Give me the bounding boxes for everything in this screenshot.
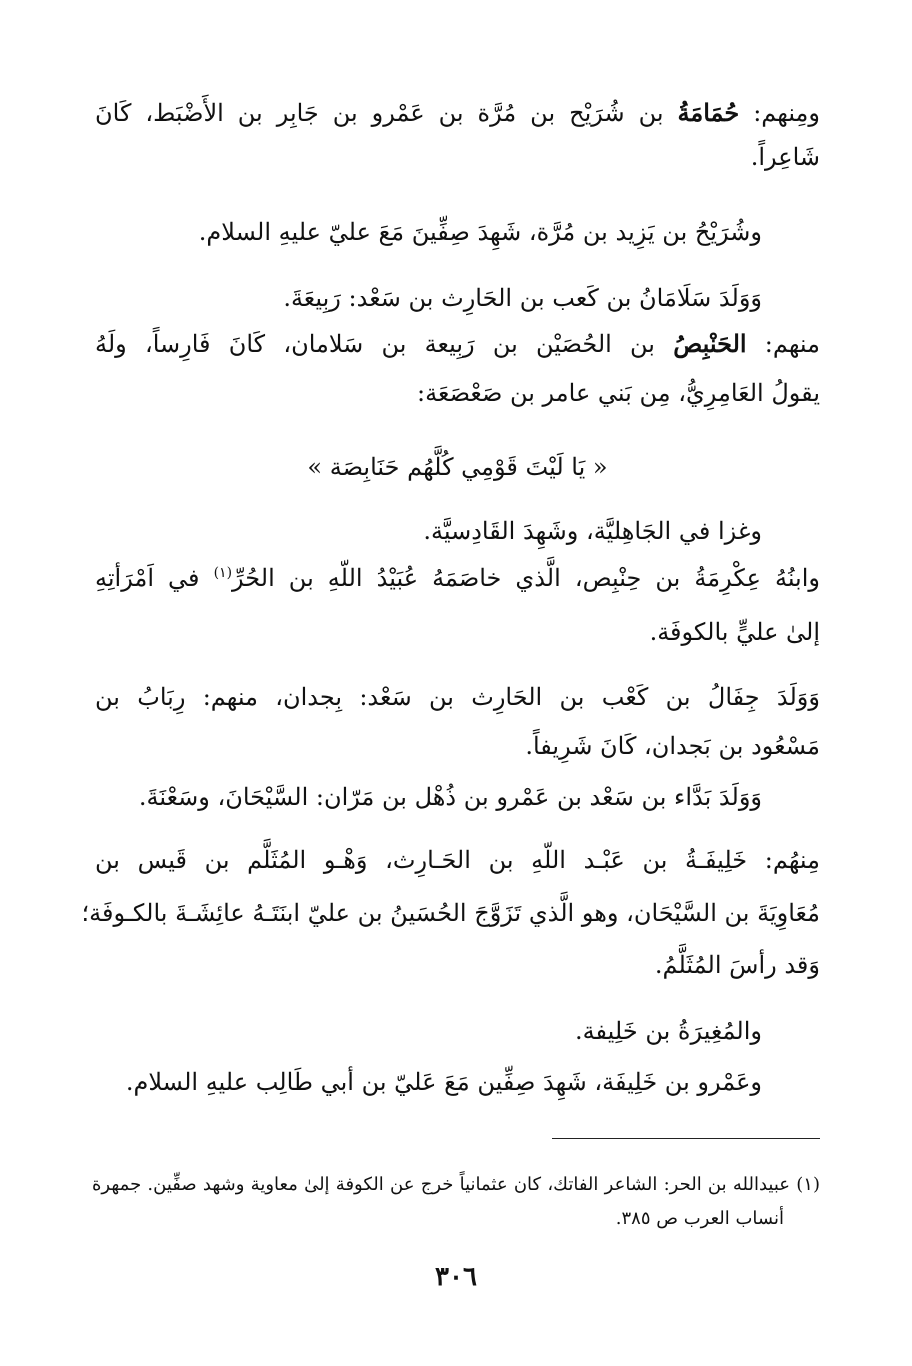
text-fragment: ومِنهم: <box>739 99 821 127</box>
text-line-2: شَاعِراً. <box>750 143 820 171</box>
text-line-5 <box>95 327 820 361</box>
text-line-6: يقولُ العَامِرِيُّ، مِن بَني عامر بن صَعْصَعَة: <box>417 379 820 407</box>
text-fragment: في اَمْرَأتِهِ <box>95 564 214 592</box>
text-fragment: وابنُهُ عِكْرِمَةُ بن حِنْبِص، الَّذي خاصَمَهُ عُبَيْدُ اللّهِ بن الحُرِّ <box>232 564 820 592</box>
text-line-15: مُعَاوِيَةَ بن السَّيْحَان، وهو الَّذي تَزَوَّجَ الحُسَينُ بن عليّ ابنَتَـهُ عائِشَـةَ بالكـوفَة؛ <box>81 899 820 927</box>
text-fragment: منهم: <box>746 330 820 358</box>
text-line-4: وَوَلَدَ سَلَامَانُ بن كَعب بن الحَارِث بن سَعْد: رَبِيعَةَ. <box>283 284 762 312</box>
text-line-12: مَسْعُود بن بَجدان، كَانَ شَرِيفاً. <box>525 732 820 760</box>
text-line-14: مِنهُم: خَلِيفَـةُ بن عَبْـد اللّهِ بن الحَـارِث، وَهْـو المُثَلَّم بن قَيس بن <box>95 846 820 874</box>
text-line-18: وعَمْرو بن خَلِيفَة، شَهِدَ صِفِّين مَعَ عَليّ بن أبي طَالِب عليهِ السلام. <box>125 1068 762 1096</box>
text-line-11: وَوَلَدَ جِفَالُ بن كَعْب بن الحَارِث بن سَعْد: بِجدان، منهم: رِبَابُ بن <box>95 683 820 711</box>
footnote-line-1: (١) عبيدالله بن الحر: الشاعر الفاتك، كان عثمانياً خرج عن الكوفة إلىٰ معاوية وشهد صفِّين. جمهرة <box>92 1174 820 1195</box>
text-line-3: وشُرَيْحُ بن يَزِيد بن مُرَّة، شَهِدَ صِفِّينَ مَعَ عليّ عليهِ السلام. <box>198 218 762 246</box>
footnote-divider <box>552 1138 820 1139</box>
verse-line: « يَا لَيْتَ قَوْمِي كُلَّهُم حَنَابِصَة » <box>307 453 608 481</box>
page-number: ٣٠٦ <box>435 1262 477 1292</box>
text-line-17: والمُغِيرَةُ بن خَلِيفة. <box>575 1017 762 1045</box>
text-line-1 <box>95 96 820 130</box>
text-line-10: إلىٰ عليٍّ بالكوفَة. <box>649 618 820 646</box>
footnote-line-2: أنساب العرب ص ٣٨٥. <box>615 1208 784 1229</box>
footnote-marker: (١) <box>213 565 233 581</box>
text-line-16: وَقد رأسَ المُثَلَّمُ. <box>654 951 820 979</box>
bold-name: الحَنْبِصُ <box>673 329 747 358</box>
text-fragment: بن شُرَيْح بن مُرَّة بن عَمْرو بن جَابِر بن الأَضْبَط، كَانَ <box>95 99 678 127</box>
bold-name: حُمَامَةُ <box>677 98 740 127</box>
text-fragment: بن الحُصَيْن بن رَبِيعة بن سَلامان، كَانَ فَارِساً، ولَهُ <box>95 330 674 358</box>
text-line-9 <box>95 561 820 595</box>
text-line-8: وغزا في الجَاهِليَّة، وشَهِدَ القَادِسيَّة. <box>423 517 762 545</box>
text-line-13: وَوَلَدَ بَدَّاء بن سَعْد بن عَمْرو بن ذُهْل بن مَرّان: السَّيْحَانَ، وسَعْنَةَ. <box>138 783 762 811</box>
